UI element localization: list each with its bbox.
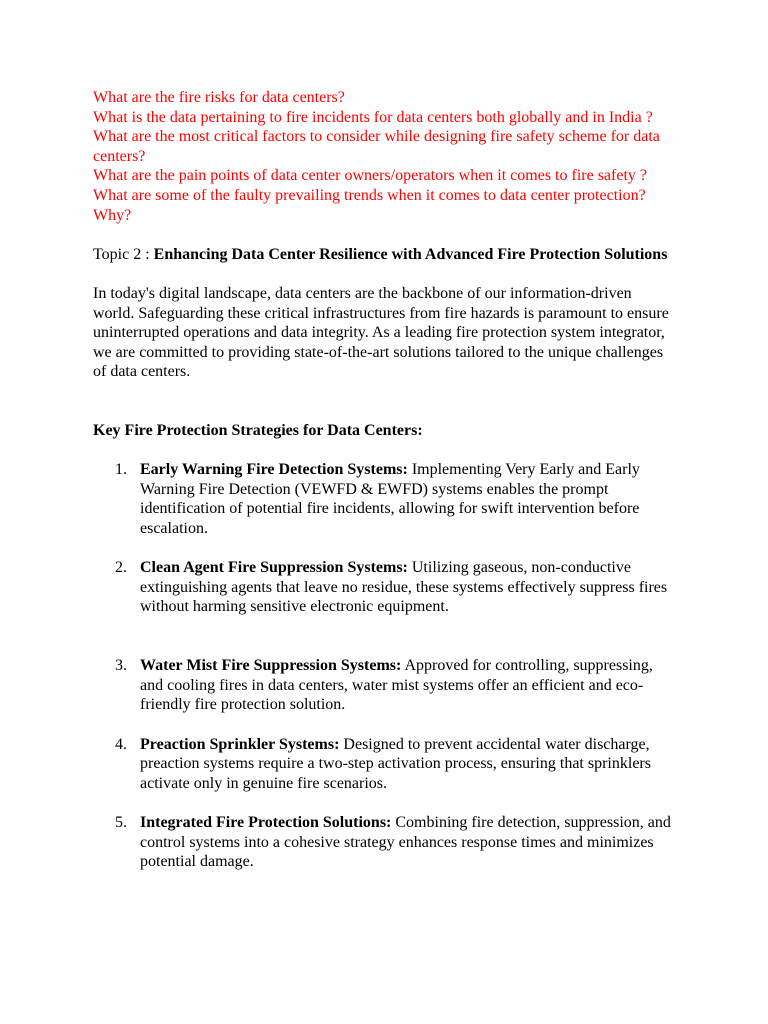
question-1: What are the fire risks for data centers? (93, 89, 345, 106)
list-item-title: Preaction Sprinkler Systems: (140, 735, 340, 753)
list-item (93, 558, 672, 617)
list-item (93, 460, 672, 538)
question-3: What are the most critical factors to consider while designing fire safety scheme for data centers? (93, 128, 660, 165)
list-item-title: Clean Agent Fire Suppression Systems: (140, 559, 408, 577)
strategies-heading: Key Fire Protection Strategies for Data Centers: (93, 422, 423, 440)
list-item (93, 813, 672, 872)
list-item-number: 3. (115, 657, 127, 675)
list-item-title: Early Warning Fire Detection Systems: (140, 461, 408, 479)
list-item-title: Integrated Fire Protection Solutions: (140, 813, 392, 831)
topic-heading (93, 245, 672, 265)
list-item-number: 1. (115, 461, 127, 479)
intro-paragraph: In today's digital landscape, data centers are the backbone of our information-driven world. Safeguarding these critical infrastructures from fire hazards is paramount to ensure uninterrupted operations and data integrity. As a leading fire protection system integrator, we are committed to providing state-of-the-art solutions tailored to the unique challenges of data centers. (93, 284, 669, 381)
question-2: What is the data pertaining to fire incidents for data centers both globally and in India ? (93, 108, 653, 126)
topic-title: Enhancing Data Center Resilience with Advanced Fire Protection Solutions (153, 245, 668, 263)
list-item-text: Implementing Very Early and Early Warning Fire Detection (VEWFD & EWFD) systems enables the prompt identification of potential fire incidents, allowing for swift intervention before escalation. (140, 461, 640, 538)
list-item-number: 4. (115, 735, 127, 753)
list-item (93, 735, 672, 794)
question-5: What are some of the faulty prevailing trends when it comes to data center protection? Why? (93, 186, 646, 224)
question-4: What are the pain points of data center owners/operators when it comes to fire safety ? (93, 167, 648, 185)
list-item-text: Utilizing gaseous, non-conductive extinguishing agents that leave no residue, these systems effectively suppress fires without harming sensitive electronic equipment. (140, 559, 668, 616)
questions-list (93, 88, 672, 225)
list-item-text: Approved for controlling, suppressing, and cooling fires in data centers, water mist systems offer an efficient and eco-friendly fire protection solution. (140, 657, 653, 714)
list-item (93, 656, 672, 715)
list-item-title: Water Mist Fire Suppression Systems: (140, 657, 402, 675)
strategies-list (93, 460, 672, 871)
list-item-number: 5. (115, 813, 127, 831)
list-item-number: 2. (115, 559, 127, 577)
list-item-text: Designed to prevent accidental water discharge, preaction systems require a two-step activation process, ensuring that sprinklers activate only in genuine fire scenarios. (140, 735, 651, 792)
list-item-text: Combining fire detection, suppression, and control systems into a cohesive strategy enhances response times and minimizes potential damage. (140, 813, 671, 871)
topic-prefix: Topic 2 : (93, 245, 154, 263)
